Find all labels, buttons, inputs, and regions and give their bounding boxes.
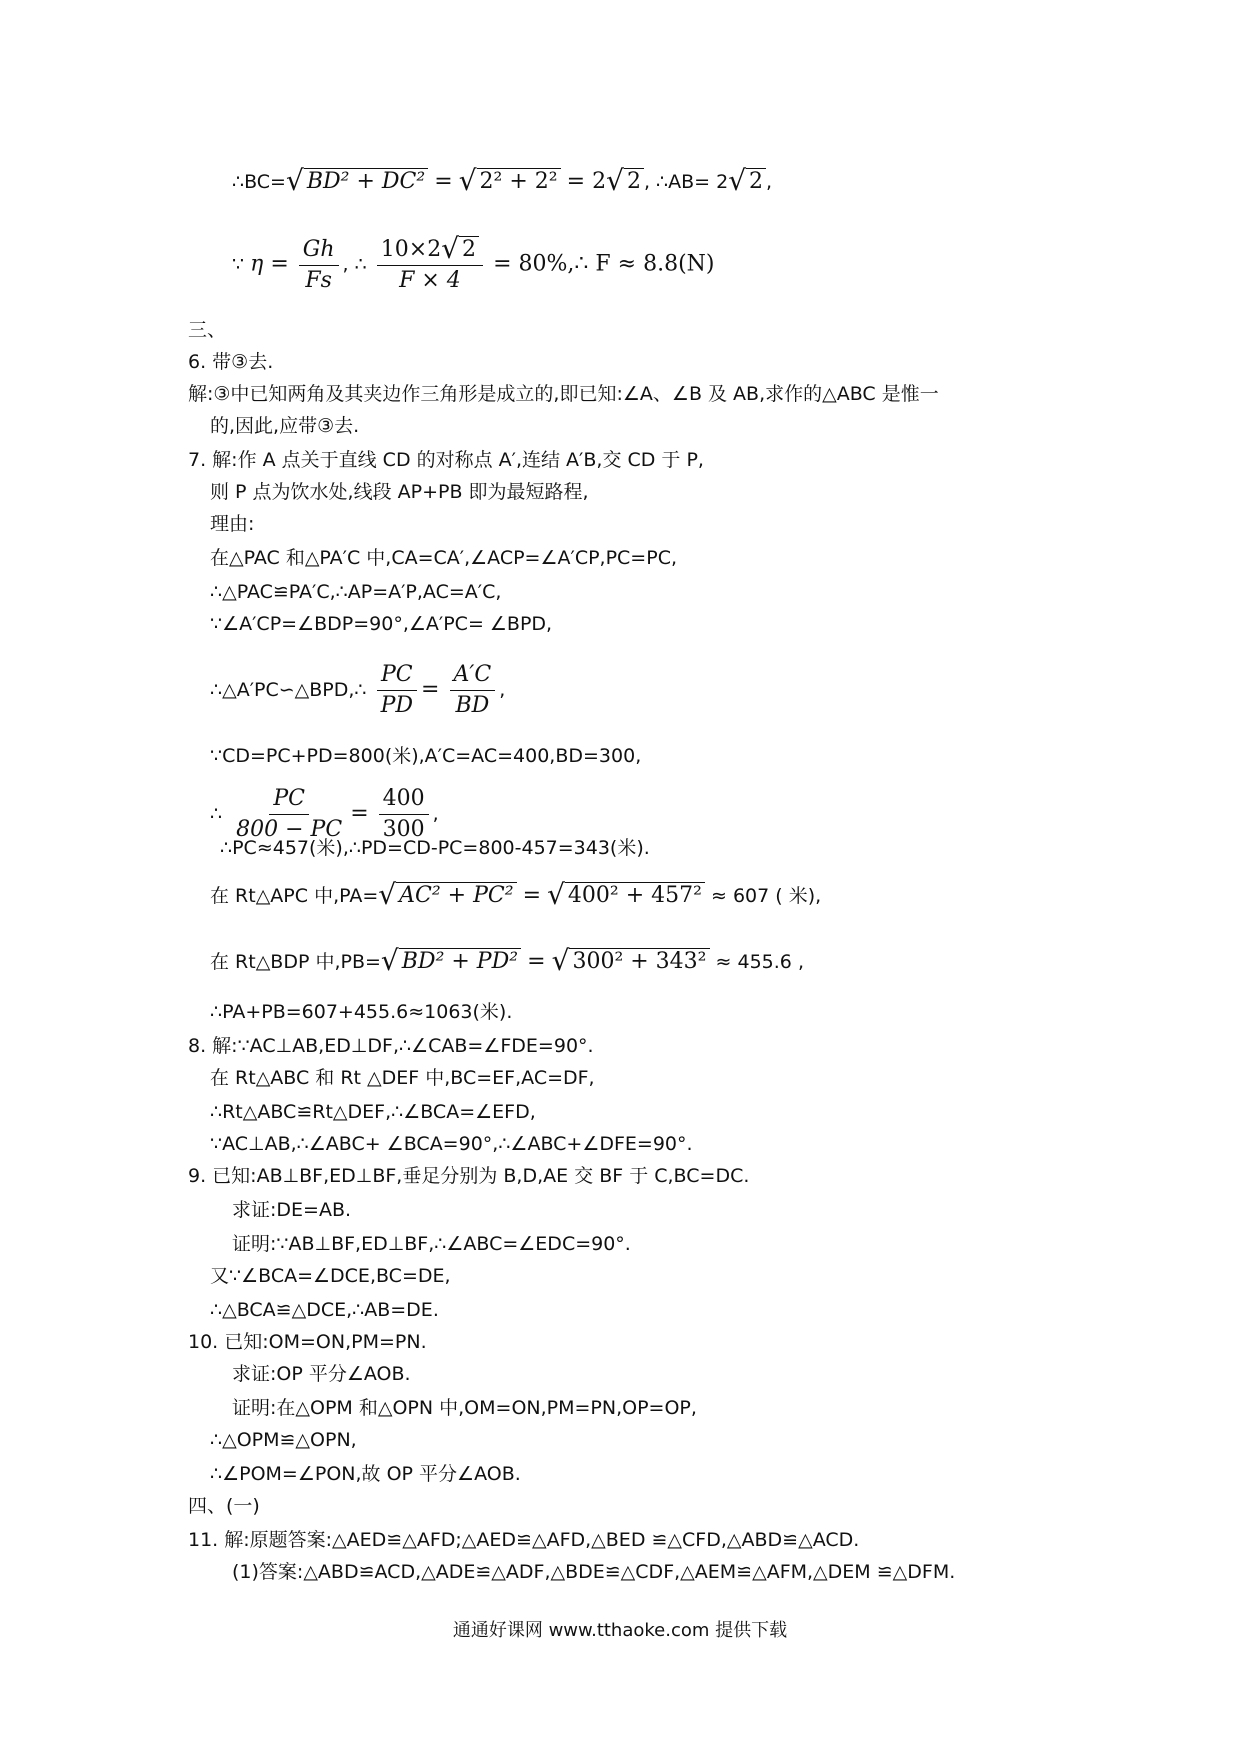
equals: = xyxy=(350,801,369,826)
q7-line1: 则 P 点为饮水处,线段 AP+PB 即为最短路程, xyxy=(210,481,589,503)
sqrt-icon: √ xyxy=(380,944,399,977)
denominator: PD xyxy=(380,693,414,718)
q9-line4: ∴△BCA≌△DCE,∴AB=DE. xyxy=(210,1299,439,1321)
q8-line3: ∵AC⊥AB,∴∠ABC+ ∠BCA=90°,∴∠ABC+∠DFE=90°. xyxy=(210,1133,693,1155)
text: , xyxy=(432,803,439,825)
sqrt-icon: √ xyxy=(728,164,747,197)
fraction xyxy=(299,237,339,294)
fraction xyxy=(379,786,429,843)
text: ≈ 455.6 , xyxy=(715,951,804,973)
q10-line3: ∴△OPM≌△OPN, xyxy=(210,1429,357,1451)
q7-line5: ∵∠A′CP=∠BDP=90°,∠A′PC= ∠BPD, xyxy=(210,613,553,635)
text: , xyxy=(766,171,773,193)
q7-ratio xyxy=(210,662,505,719)
equals: = xyxy=(527,949,546,974)
q7-line2: 理由: xyxy=(210,513,255,535)
q6: 6. 带③去. xyxy=(188,351,274,373)
text: η = xyxy=(250,251,289,277)
q7-line7: ∵CD=PC+PD=800(米),A′C=AC=400,BD=300, xyxy=(210,745,642,767)
denominator: BD xyxy=(455,693,490,718)
q7-line4: ∴△PAC≌PA′C,∴AP=A′P,AC=A′C, xyxy=(210,581,502,603)
text: ∴ xyxy=(210,803,223,825)
formula-efficiency xyxy=(232,232,715,294)
equals: = xyxy=(421,677,440,702)
text: 在 Rt△BDP 中,PB= xyxy=(210,951,381,973)
q7-line12: ∴PA+PB=607+455.6≈1063(米). xyxy=(210,1001,513,1023)
text: 在 Rt△APC 中,PA= xyxy=(210,885,379,907)
q8-line2: ∴Rt△ABC≌Rt△DEF,∴∠BCA=∠EFD, xyxy=(210,1101,536,1123)
sqrt-icon: √ xyxy=(441,232,460,265)
sqrt-icon: √ xyxy=(378,878,397,911)
q8: 8. 解:∵AC⊥AB,ED⊥DF,∴∠CAB=∠FDE=90°. xyxy=(188,1035,594,1057)
radicand: 2² + 2² xyxy=(477,168,561,195)
text: ∴BC= xyxy=(232,171,286,193)
q7-proportion xyxy=(210,786,439,843)
sqrt-icon: √ xyxy=(551,944,570,977)
text: , ∴ xyxy=(342,253,367,276)
q6-line1: 解:③中已知两角及其夹边作三角形是成立的,即已知:∠A、∠B 及 AB,求作的△ABC 是惟一 xyxy=(188,383,939,405)
fraction xyxy=(232,786,346,843)
radicand: 2 xyxy=(624,168,644,195)
formula-bc xyxy=(232,164,773,197)
fraction xyxy=(377,662,417,719)
q10: 10. 已知:OM=ON,PM=PN. xyxy=(188,1331,427,1353)
q6-line2: 的,因此,应带③去. xyxy=(210,415,360,437)
text: ∵ xyxy=(232,253,245,276)
q10-line4: ∴∠POM=∠PON,故 OP 平分∠AOB. xyxy=(210,1463,521,1485)
q9-line1: 求证:DE=AB. xyxy=(232,1199,352,1221)
numerator: PC xyxy=(377,662,417,691)
numerator: 400 xyxy=(379,786,429,815)
section-4: 四、(一) xyxy=(188,1495,260,1517)
text: , ∴AB= 2 xyxy=(643,171,729,193)
q8-line1: 在 Rt△ABC 和 Rt △DEF 中,BC=EF,AC=DF, xyxy=(210,1067,595,1089)
q9-line3: 又∵∠BCA=∠DCE,BC=DE, xyxy=(210,1265,451,1287)
fraction xyxy=(450,662,496,719)
numerator: A′C xyxy=(450,662,496,691)
section-3: 三、 xyxy=(188,319,227,341)
radicand: 400² + 457² xyxy=(565,882,705,909)
numerator xyxy=(377,232,483,266)
text: ∴△A′PC∽△BPD,∴ xyxy=(210,679,367,701)
text: ≈ 607 ( 米), xyxy=(711,885,822,907)
text: = 2 xyxy=(566,169,607,194)
text: , xyxy=(499,679,506,701)
q7-pb xyxy=(210,944,804,977)
fraction xyxy=(377,232,483,294)
q7: 7. 解:作 A 点关于直线 CD 的对称点 A′,连结 A′B,交 CD 于 P, xyxy=(188,449,704,471)
q10-line2: 证明:在△OPM 和△OPN 中,OM=ON,PM=PN,OP=OP, xyxy=(232,1397,697,1419)
q9: 9. 已知:AB⊥BF,ED⊥BF,垂足分别为 B,D,AE 交 BF 于 C,BC=DC. xyxy=(188,1165,750,1187)
q11-line1: (1)答案:△ABD≌ACD,△ADE≌△ADF,△BDE≌△CDF,△AEM≌△AFM,△DEM ≌△DFM. xyxy=(232,1561,956,1583)
radicand: AC² + PC² xyxy=(396,882,516,909)
q10-line1: 求证:OP 平分∠AOB. xyxy=(232,1363,411,1385)
sqrt-icon: √ xyxy=(285,164,304,197)
page-footer: 通通好课网 www.tthaoke.com 提供下载 xyxy=(452,1620,788,1641)
numerator: Gh xyxy=(299,237,339,266)
equals: = xyxy=(522,883,542,908)
radicand: 2 xyxy=(459,236,479,263)
q7-pa xyxy=(210,878,822,911)
radicand: 2 xyxy=(746,168,766,195)
q7-line3: 在△PAC 和△PA′C 中,CA=CA′,∠ACP=∠A′CP,PC=PC, xyxy=(210,547,677,569)
q7-line9: ∴PC≈457(米),∴PD=CD-PC=800-457=343(米). xyxy=(220,837,650,859)
radicand: BD² + DC² xyxy=(304,168,428,195)
numerator: PC xyxy=(269,786,309,815)
denominator: 300 xyxy=(382,817,425,842)
q11: 11. 解:原题答案:△AED≌△AFD;△AED≌△AFD,△BED ≌△CFD,△ABD≌△ACD. xyxy=(188,1529,860,1551)
sqrt-icon: √ xyxy=(606,164,624,197)
q9-line2: 证明:∵AB⊥BF,ED⊥BF,∴∠ABC=∠EDC=90°. xyxy=(232,1233,631,1255)
text: = 80%,∴ F ≈ 8.8(N) xyxy=(493,251,715,277)
sqrt-icon: √ xyxy=(547,878,565,911)
denominator: F × 4 xyxy=(399,268,461,293)
denominator: Fs xyxy=(305,267,332,293)
numerator-text: 10×2 xyxy=(380,237,442,262)
radicand: BD² + PD² xyxy=(399,948,521,975)
denominator: 800 − PC xyxy=(236,817,343,842)
radicand: 300² + 343² xyxy=(569,948,709,975)
sqrt-icon: √ xyxy=(458,164,477,197)
equals: = xyxy=(434,169,453,194)
